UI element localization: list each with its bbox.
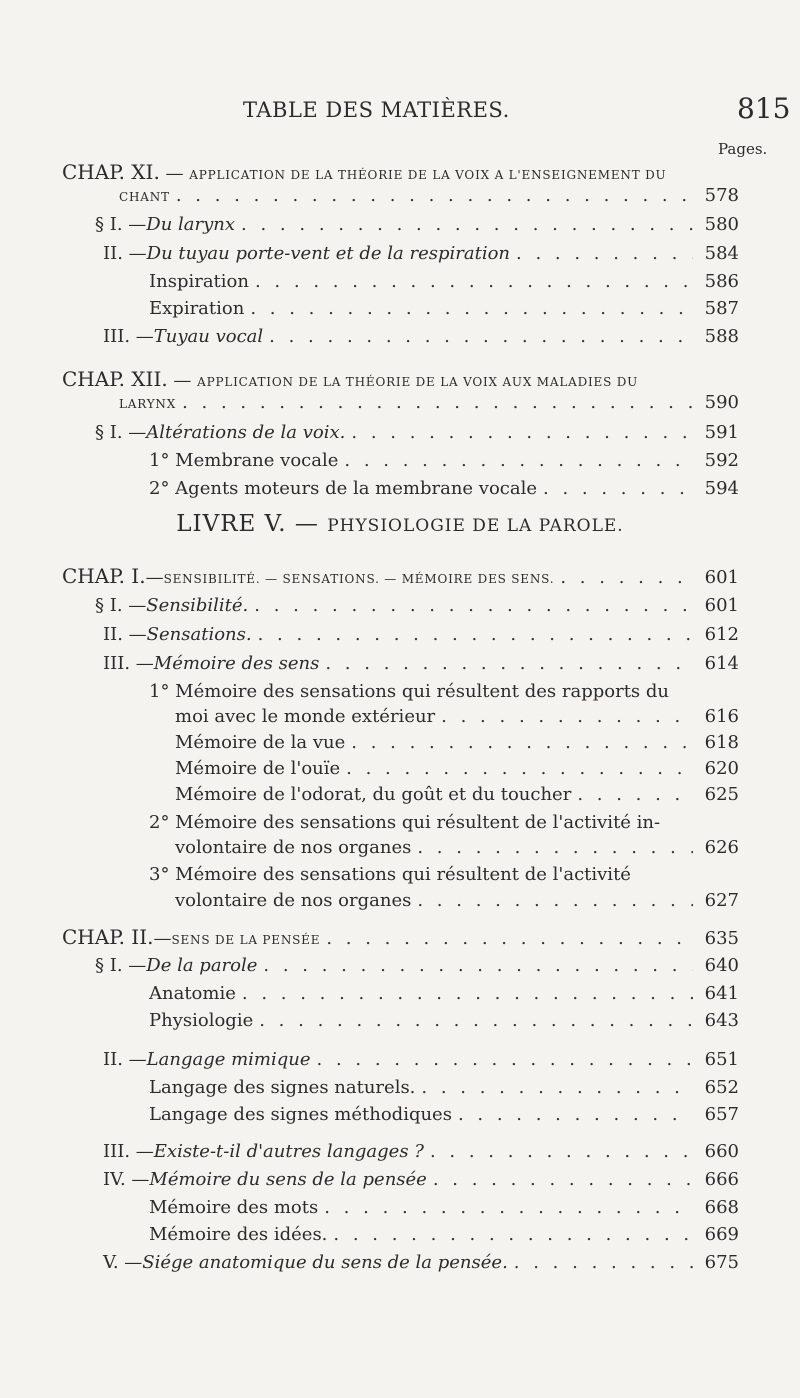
- toc-entry: moi avec le monde extérieur . . . 616: [175, 706, 739, 730]
- toc-entry: Mémoire de la vue . . . 618: [175, 732, 739, 756]
- toc-entry: III. — Existe-t-il d'autres langages ? . . . 660: [103, 1141, 739, 1165]
- toc-entry: Anatomie . . . 641: [149, 983, 739, 1007]
- toc-entry: II. — Langage mimique . . . 651: [103, 1049, 739, 1073]
- toc-entry: CHAP. I. — SENSIBILITÉ. — SENSATIONS. — MÉMOIRE DES SENS. . . . 601: [62, 564, 739, 588]
- toc-entry: Mémoire de l'odorat, du goût et du toucher . . . 625: [175, 784, 739, 808]
- toc-entry: II. — Sensations. . . . 612: [103, 624, 739, 648]
- toc-entry: V. — Siége anatomique du sens de la pensée. . . . 675: [103, 1252, 739, 1276]
- toc-entry: volontaire de nos organes . . . 626: [175, 837, 739, 861]
- header-page-number: 815: [737, 92, 791, 125]
- toc-entry: volontaire de nos organes . . . 627: [175, 890, 739, 914]
- chapter-heading: CHAP. XI. — APPLICATION DE LA THÉORIE DE LA VOIX A L'ENSEIGNEMENT DU: [62, 160, 667, 184]
- toc-entry: III. — Tuyau vocal . . . 588: [103, 326, 739, 350]
- toc-entry: CHAP. II. — SENS DE LA PENSÉE . . . 635: [62, 925, 739, 949]
- toc-entry: III. — Mémoire des sens . . . 614: [103, 653, 739, 677]
- toc-entry: Langage des signes naturels. . . . 652: [149, 1077, 739, 1101]
- toc-entry: Langage des signes méthodiques . . . 657: [149, 1104, 739, 1128]
- toc-entry: Physiologie . . . 643: [149, 1010, 739, 1034]
- book-section-heading: LIVRE V. — PHYSIOLOGIE DE LA PAROLE.: [176, 511, 624, 537]
- toc-entry: Inspiration . . . 586: [149, 271, 739, 295]
- toc-entry: Mémoire de l'ouïe . . . 620: [175, 758, 739, 782]
- toc-entry: Mémoire des idées. . . . 669: [149, 1224, 739, 1248]
- toc-entry: Mémoire des mots . . . 668: [149, 1197, 739, 1221]
- running-header: [0, 92, 800, 132]
- toc-entry: § I. — Sensibilité. . . . 601: [95, 595, 739, 619]
- toc-entry: LARYNX . . . 590: [119, 392, 739, 416]
- toc-entry: Expiration . . . 587: [149, 298, 739, 322]
- toc-entry: § I. — Altérations de la voix. . . . 591: [95, 422, 739, 446]
- toc-entry: IV. — Mémoire du sens de la pensée . . . 666: [103, 1169, 739, 1193]
- toc-entry-text: 3° Mémoire des sensations qui résultent de l'activité: [149, 864, 631, 885]
- toc-entry: CHANT . . . 578: [119, 185, 739, 209]
- pages-column-label: Pages.: [718, 140, 768, 158]
- toc-entry-text: 1° Mémoire des sensations qui résultent des rapports du: [149, 681, 669, 702]
- toc-entry: § I. — De la parole . . . 640: [95, 955, 739, 979]
- toc-entry: § I. — Du larynx . . . 580: [95, 214, 739, 238]
- chapter-heading: CHAP. XII. — APPLICATION DE LA THÉORIE DE LA VOIX AUX MALADIES DU: [62, 367, 639, 391]
- toc-entry: 2° Agents moteurs de la membrane vocale . . . 594: [149, 478, 739, 502]
- header-title: TABLE DES MATIÈRES.: [243, 98, 510, 122]
- toc-entry: 1° Membrane vocale . . . 592: [149, 450, 739, 474]
- toc-entry: II. — Du tuyau porte-vent et de la respiration . . . 584: [103, 243, 739, 267]
- toc-entry-text: 2° Mémoire des sensations qui résultent de l'activité in-: [149, 812, 661, 833]
